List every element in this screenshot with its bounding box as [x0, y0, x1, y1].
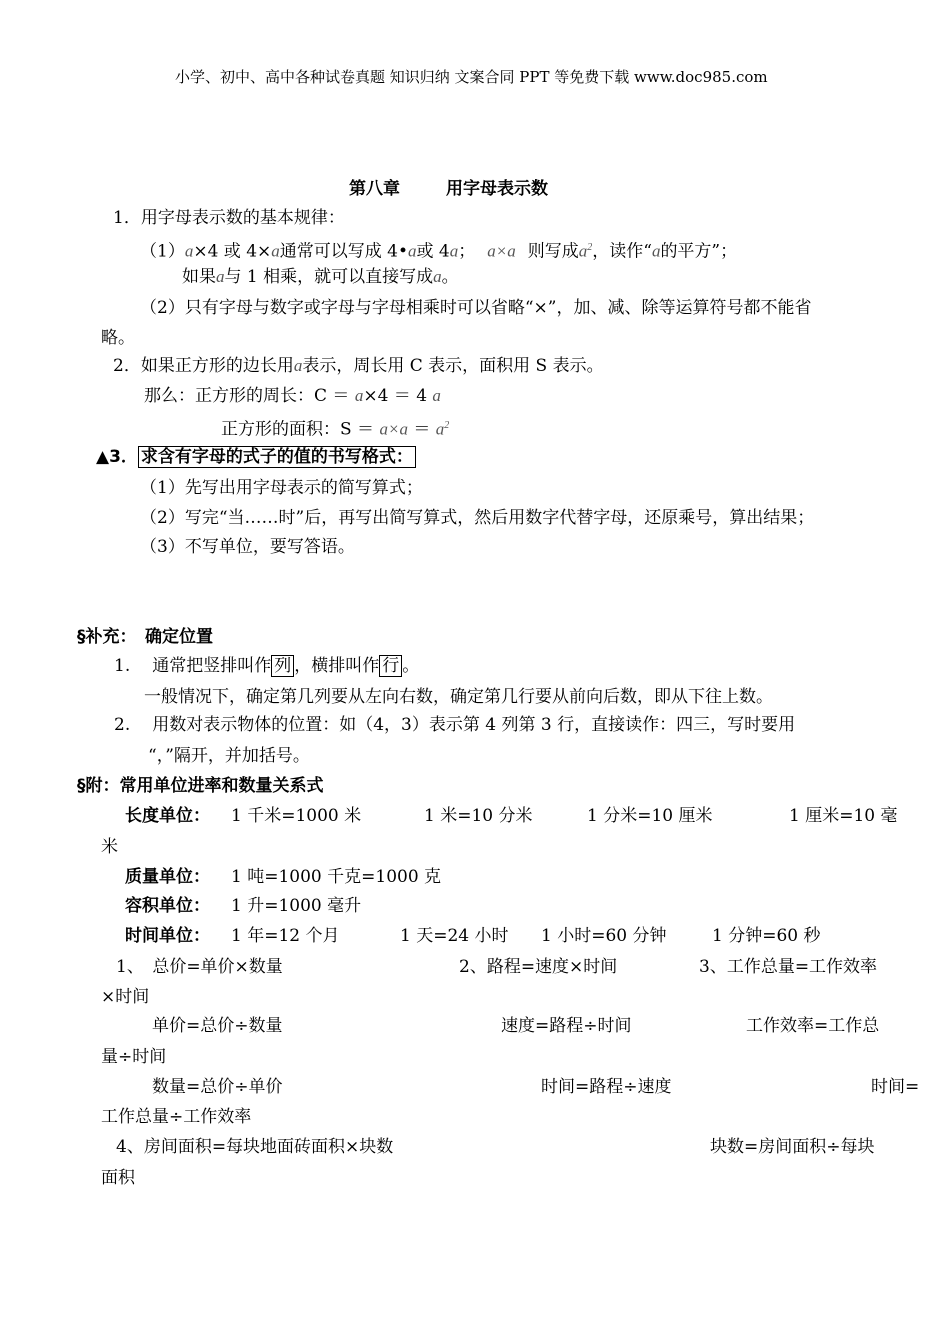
- formula-2-price: 单价=总价÷数量: [152, 1016, 283, 1036]
- format-step-3: （3）不写单位，要写答语。: [140, 537, 355, 557]
- format-step-1: （1）先写出用字母表示的简写算式；: [140, 478, 423, 498]
- triangle-marker: ▲3．: [96, 447, 138, 467]
- formula-2-distance: 速度=路程÷时间: [501, 1016, 632, 1036]
- length-dm: 1 分米=10 厘米: [587, 806, 713, 826]
- formula-3-price: 数量=总价÷单价: [152, 1077, 283, 1097]
- length-km: 1 千米=1000 米: [231, 806, 362, 826]
- length-m: 1 米=10 分米: [424, 806, 533, 826]
- rule-2-wrap: 略。: [101, 328, 135, 348]
- square-area: 正方形的面积：$S = a\times a = a^2$: [221, 419, 450, 440]
- time-label: 时间单位：: [125, 926, 210, 946]
- length-wrap: 米: [101, 837, 118, 857]
- supplement-item-1-detail: 一般情况下，确定第几列要从左向右数，确定第几行要从前向后数，即从下往上数。: [144, 687, 773, 707]
- supplement-item-2: 2. 用数对表示物体的位置：如（4，3）表示第 4 列第 3 行，直接读作：四三，写时要用: [114, 715, 796, 735]
- section-3-boxed-title: 求含有字母的式子的值的书写格式：: [138, 446, 416, 468]
- section-2-heading: 2．如果正方形的边长用a表示，周长用 C 表示，面积用 S 表示。: [113, 356, 604, 376]
- formula-4-area: 4、房间面积=每块地面砖面积×块数: [116, 1137, 394, 1157]
- formula-3-distance: 时间=路程÷速度: [541, 1077, 672, 1097]
- format-step-2: （2）写完“当……时”后，再写出简写算式，然后用数字代替字母，还原乘号，算出结果；: [140, 508, 815, 528]
- time-year: 1 年=12 个月: [231, 926, 340, 946]
- formula-1-distance: 2、路程=速度×时间: [459, 957, 618, 977]
- formula-3-wrap: 工作总量÷工作效率: [101, 1107, 252, 1127]
- chapter-title: [349, 178, 548, 200]
- volume-label: 容积单位：: [125, 896, 210, 916]
- row-term: 行: [379, 655, 402, 677]
- page-header: 小学、初中、高中各种试卷真题 知识归纳 文案合同 PPT 等免费下载 www.doc985.com: [175, 68, 768, 86]
- formula-4-wrap: 面积: [101, 1168, 135, 1188]
- column-term: 列: [271, 655, 294, 677]
- time-hour: 1 小时=60 分钟: [541, 926, 667, 946]
- time-minute: 1 分钟=60 秒: [712, 926, 821, 946]
- length-cm: 1 厘米=10 毫: [789, 806, 898, 826]
- formula-3-work: 时间=: [871, 1077, 920, 1097]
- rule-1-line: （1）a×4 或 4×a通常可以写成 4•a或 4a； a×a 则写成$a^2$，读作“a的平方”；: [140, 241, 738, 262]
- formula-1-work: 3、工作总量=工作效率: [699, 957, 878, 977]
- formula-1-wrap: ×时间: [101, 987, 150, 1007]
- supplement-item-1: 1. 通常把竖排叫作 列 ，横排叫作 行 。: [114, 656, 420, 676]
- volume-value: 1 升=1000 毫升: [231, 896, 362, 916]
- formula-2-wrap: 量÷时间: [101, 1047, 167, 1067]
- mass-label: 质量单位：: [125, 867, 210, 887]
- rule-2-line: （2）只有字母与数字或字母与字母相乘时可以省略“×”，加、减、除等运算符号都不能省: [140, 298, 812, 318]
- chapter-name: 用字母表示数: [446, 179, 548, 199]
- formula-4-count: 块数=房间面积÷每块: [710, 1137, 875, 1157]
- section-1-heading: 1．用字母表示数的基本规律：: [113, 208, 345, 228]
- formula-2-work: 工作效率=工作总: [746, 1016, 880, 1036]
- length-label: 长度单位：: [125, 806, 210, 826]
- chapter-number: 第八章: [349, 179, 400, 199]
- section-3-heading: [96, 446, 416, 468]
- formula-1-price: 1、 总价=单价×数量: [116, 957, 283, 977]
- square-perimeter: 那么：正方形的周长：C ＝ a×4 ＝ 4 a: [144, 386, 441, 406]
- supplement-heading: §补充： 确定位置: [77, 627, 213, 647]
- mass-value: 1 吨=1000 千克=1000 克: [231, 867, 442, 887]
- supplement-item-2-wrap: “，”隔开，并加括号。: [148, 746, 310, 766]
- rule-1-continuation: 如果a与 1 相乘，就可以直接写成a。: [182, 267, 459, 287]
- appendix-heading: §附：常用单位进率和数量关系式: [77, 776, 324, 796]
- time-day: 1 天=24 小时: [400, 926, 509, 946]
